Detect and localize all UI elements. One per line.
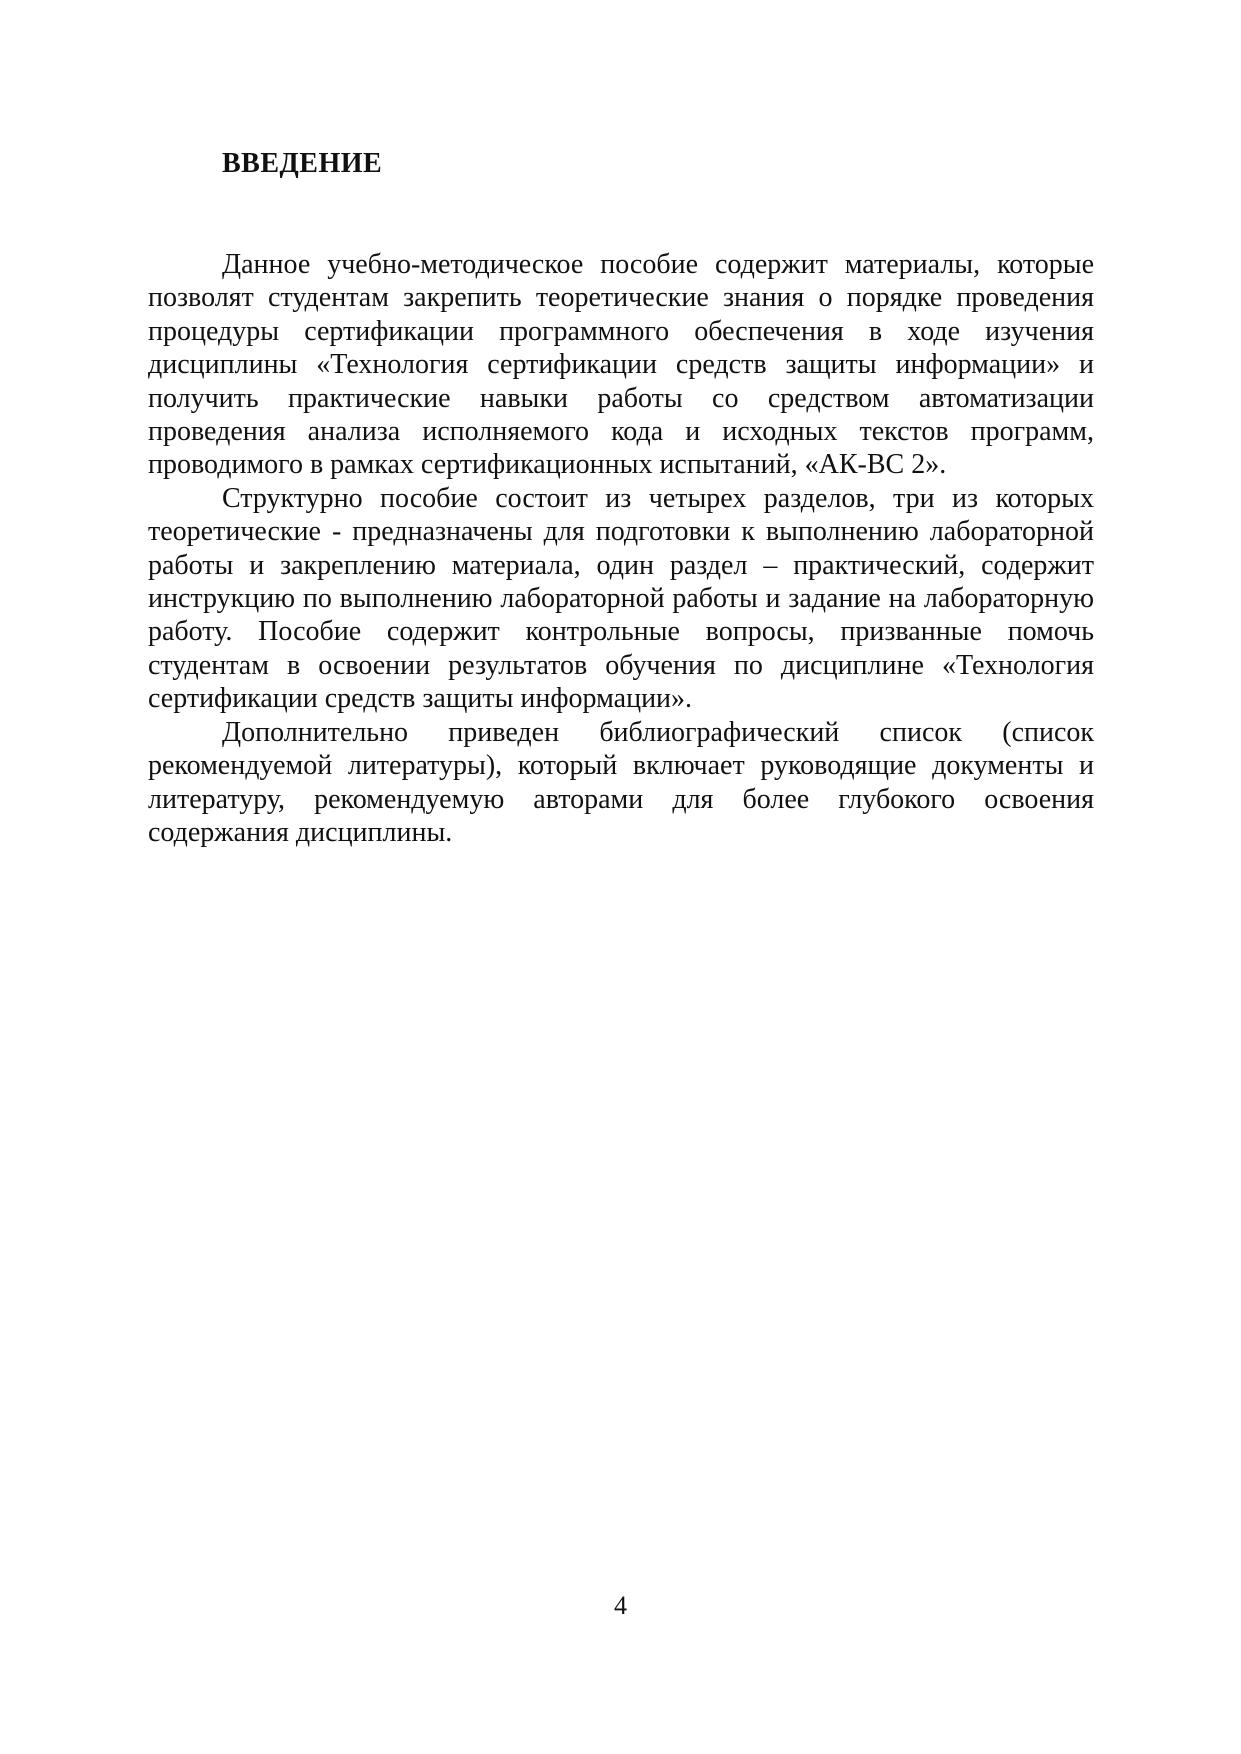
- paragraph-intro: Данное учебно-методическое пособие содержит материалы, которые позволят студентам закрепить теоретические знания о порядке проведения процедуры сертификации программного обеспечения в ходе изучения дисциплины «Технология сертификации средств защиты информации» и получить практические навыки работы со средством автоматизации проведения анализа исполняемого кода и исходных текстов программ, проводимого в рамках сертификационных испытаний, «АК-ВС 2».: [148, 249, 1094, 481]
- body-text: [148, 248, 1094, 849]
- section-heading: ВВЕДЕНИЕ: [222, 148, 383, 179]
- paragraph-bibliography: Дополнительно приведен библиографический список (список рекомендуемой литературы), который включает руководящие документы и литературу, рекомендуемую авторами для более глубокого освоения содержания дисциплины.: [148, 716, 1094, 848]
- page-number: 4: [614, 1591, 627, 1620]
- paragraph-structure: Структурно пособие состоит из четырех разделов, три из которых теоретические - предназначены для подготовки к выполнению лабораторной работы и закреплению материала, один раздел – практический, содержит инструкцию по выполнению лабораторной работы и задание на лабораторную работу. Пособие содержит контрольные вопросы, призванные помочь студентам в освоении результатов обучения по дисциплине «Технология сертификации средств защиты информации».: [148, 482, 1094, 715]
